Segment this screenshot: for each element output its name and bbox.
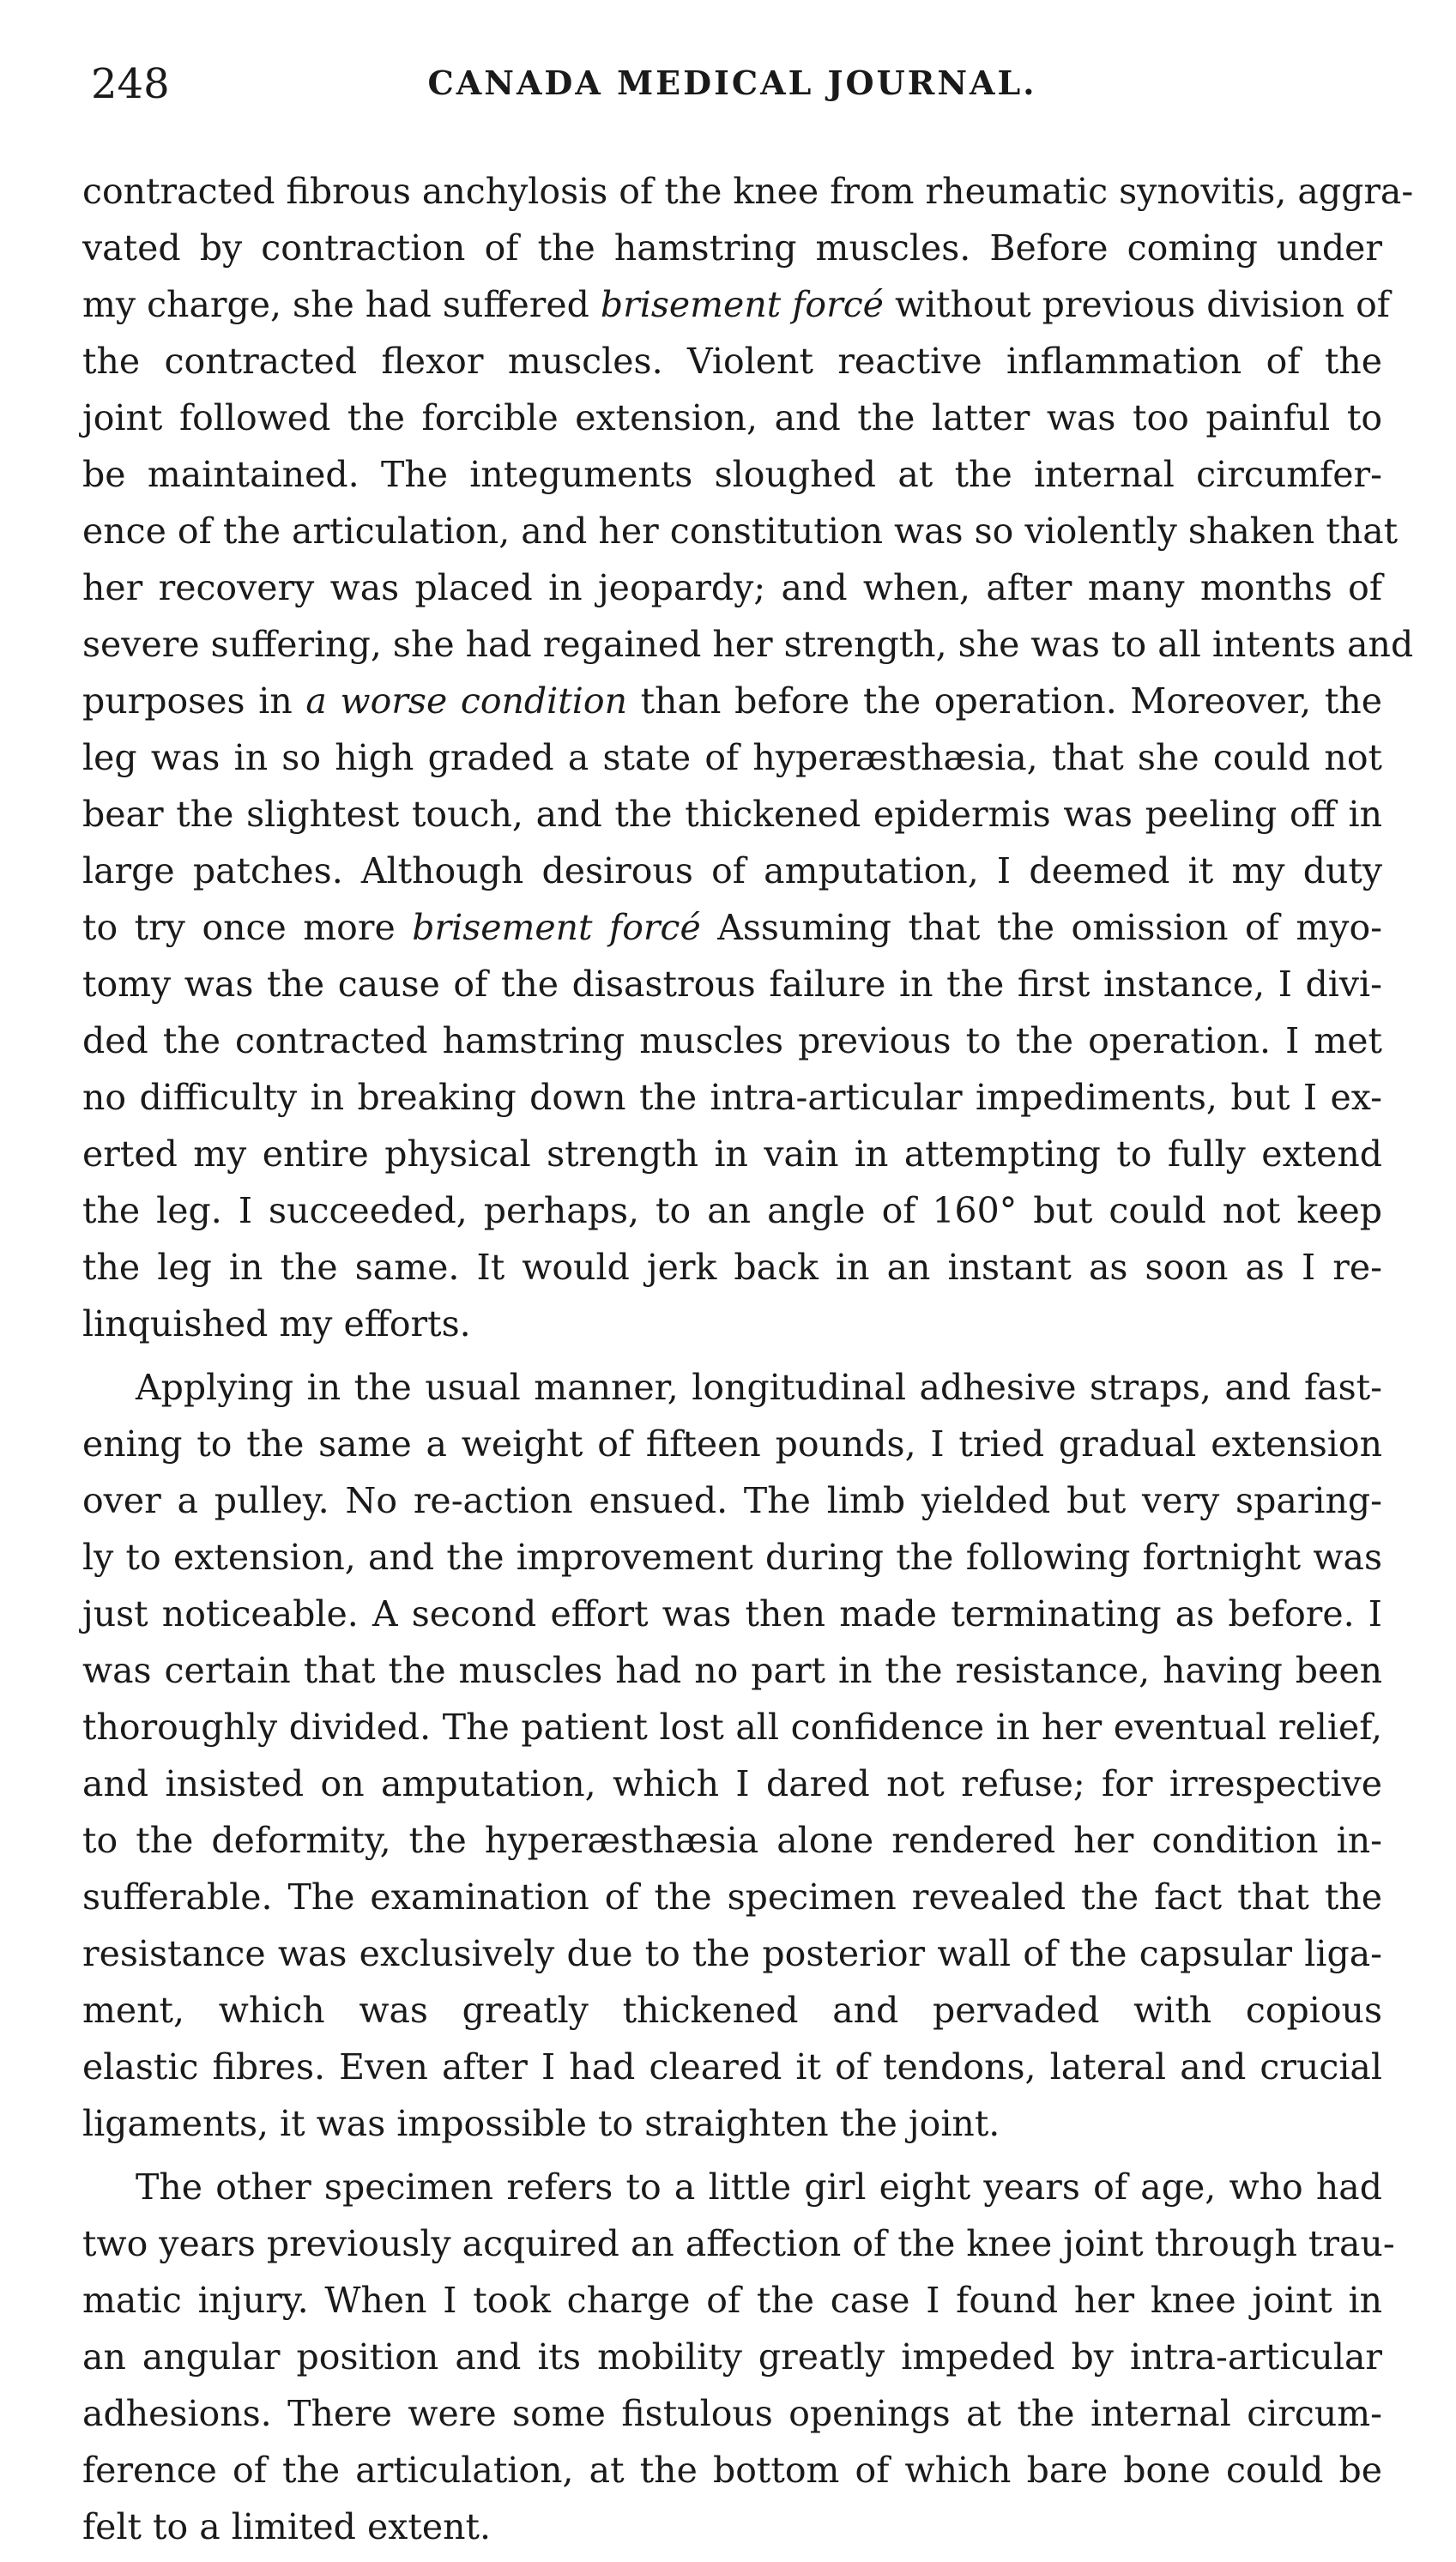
- text-line: The other specimen refers to a little girl eight years of age, who had: [136, 2166, 1382, 2208]
- running-head: [82, 60, 1382, 129]
- text-line: ment, which was greatly thickened and pervaded with copious: [82, 1990, 1382, 2031]
- document-page: [82, 60, 1414, 2562]
- text-line: Applying in the usual manner, longitudinal adhesive straps, and fast-: [136, 1367, 1382, 1408]
- text-line: erted my entire physical strength in vain in attempting to fully extend: [82, 1133, 1382, 1175]
- text-line: no difficulty in breaking down the intra-articular impediments, but I ex-: [82, 1077, 1382, 1118]
- text-line: my charge, she had suffered brisement forcé without previous division of: [82, 284, 1390, 325]
- text-line: vated by contraction of the hamstring muscles. Before coming under: [82, 227, 1382, 269]
- text-line: ly to extension, and the improvement during the following fortnight was: [82, 1537, 1382, 1578]
- text-line: resistance was exclusively due to the posterior wall of the capsular liga-: [82, 1933, 1382, 1974]
- text-line: ence of the articulation, and her constitution was so violently shaken that: [82, 511, 1399, 552]
- text-line: purposes in a worse condition than before the operation. Moreover, the: [82, 680, 1383, 722]
- text-line: the leg. I succeeded, perhaps, to an angle of 160° but could not keep: [82, 1190, 1382, 1231]
- text-line: two years previously acquired an affection of the knee joint through trau-: [82, 2223, 1395, 2264]
- text-line: leg was in so high graded a state of hyperæsthæsia, that she could not: [82, 737, 1382, 778]
- text-line: be maintained. The integuments sloughed at the internal circumfer-: [82, 454, 1382, 495]
- paragraph: [82, 163, 1414, 1352]
- text-line: matic injury. When I took charge of the case I found her knee joint in: [82, 2280, 1382, 2321]
- text-line: sufferable. The examination of the specimen revealed the fact that the: [82, 1876, 1382, 1918]
- text-line: was certain that the muscles had no part in the resistance, having been: [82, 1650, 1382, 1691]
- text-line: joint followed the forcible extension, and the latter was too painful to: [82, 397, 1382, 438]
- text-line: her recovery was placed in jeopardy; and when, after many months of: [82, 567, 1382, 608]
- text-line: over a pulley. No re-action ensued. The limb yielded but very sparing-: [82, 1480, 1382, 1521]
- text-line: an angular position and its mobility greatly impeded by intra-articular: [82, 2336, 1382, 2378]
- text-line: felt to a limited extent.: [82, 2506, 492, 2547]
- text-line: severe suffering, she had regained her strength, she was to all intents and: [82, 624, 1414, 665]
- text-line: the contracted flexor muscles. Violent reactive inflammation of the: [82, 341, 1382, 382]
- text-line: adhesions. There were some fistulous openings at the internal circum-: [82, 2393, 1382, 2434]
- text-line: to the deformity, the hyperæsthæsia alone rendered her condition in-: [82, 1820, 1382, 1861]
- journal-title: CANADA MEDICAL JOURNAL.: [427, 63, 1037, 102]
- text-line: contracted fibrous anchylosis of the knee from rheumatic synovitis, aggra-: [82, 171, 1414, 212]
- text-line: ligaments, it was impossible to straighten the joint.: [82, 2103, 1000, 2144]
- article-body: [82, 163, 1414, 2555]
- text-line: the leg in the same. It would jerk back in an instant as soon as I re-: [82, 1247, 1382, 1288]
- italic-phrase: a worse condition: [305, 680, 627, 722]
- text-line: ening to the same a weight of fifteen pounds, I tried gradual extension: [82, 1423, 1382, 1465]
- text-line: large patches. Although desirous of amputation, I deemed it my duty: [82, 850, 1382, 891]
- italic-phrase: brisement forcé: [412, 907, 701, 948]
- text-line: linquished my efforts.: [82, 1303, 471, 1344]
- paragraph: [82, 2159, 1395, 2555]
- text-line: ded the contracted hamstring muscles previous to the operation. I met: [82, 1020, 1382, 1061]
- text-line: and insisted on amputation, which I dared not refuse; for irrespective: [82, 1763, 1382, 1804]
- italic-phrase: brisement forcé: [600, 284, 884, 325]
- text-line: to try once more brisement forcé Assuming that the omission of myo-: [82, 907, 1382, 948]
- text-line: thoroughly divided. The patient lost all confidence in her eventual relief,: [82, 1707, 1382, 1748]
- text-line: tomy was the cause of the disastrous failure in the first instance, I divi-: [82, 964, 1382, 1005]
- paragraph: [82, 1359, 1382, 2152]
- text-line: bear the slightest touch, and the thickened epidermis was peeling off in: [82, 794, 1382, 835]
- text-line: ference of the articulation, at the bottom of which bare bone could be: [82, 2450, 1382, 2491]
- text-line: elastic fibres. Even after I had cleared it of tendons, lateral and crucial: [82, 2046, 1382, 2088]
- text-line: just noticeable. A second effort was then made terminating as before. I: [82, 1593, 1382, 1634]
- page-number: 248: [91, 60, 170, 108]
